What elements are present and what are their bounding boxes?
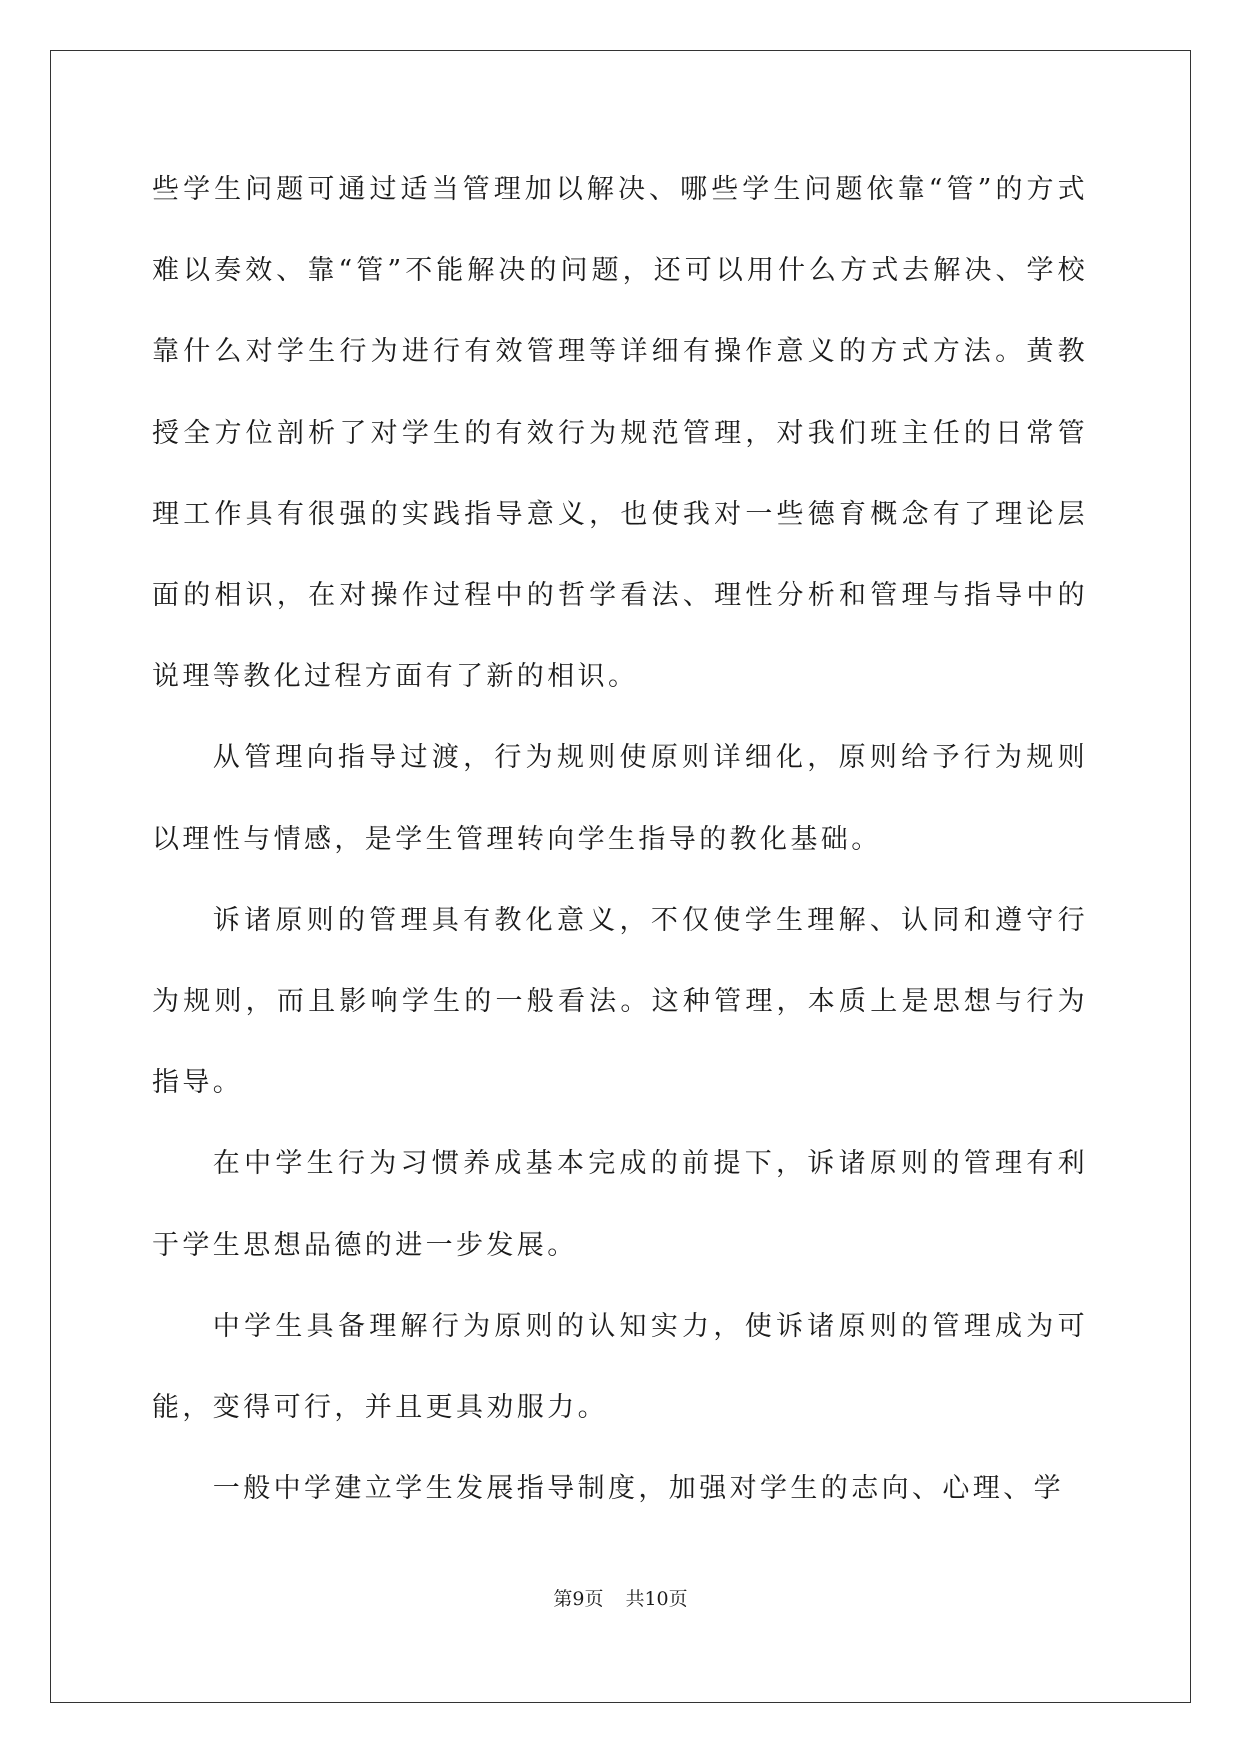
paragraph-4: 在中学生行为习惯养成基本完成的前提下，诉诸原则的管理有利于学生思想品德的进一步发展。 (152, 1148, 1088, 1261)
paragraph-5: 中学生具备理解行为原则的认知实力，使诉诸原则的管理成为可能，变得可行，并且更具劝服力。 (152, 1310, 1088, 1424)
page-footer (0, 1587, 1241, 1611)
paragraph-2: 从管理向指导过渡，行为规则使原则详细化，原则给予行为规则以理性与情感，是学生管理转向学生指导的教化基础。 (152, 742, 1088, 855)
paragraph-1: 些学生问题可通过适当管理加以解决、哪些学生问题依靠“管”的方式难以奏效、靠“管”不能解决的问题，还可以用什么方式去解决、学校靠什么对学生行为进行有效管理等详细有操作意义的方式方法。黄教授全方位剖析了对学生的有效行为规范管理，对我们班主任的日常管理工作具有很强的实践指导意义，也使我对一些德育概念有了理论层面的相识，在对操作过程中的哲学看法、理性分析和管理与指导中的说理等教化过程方面有了新的相识。 (152, 174, 1088, 693)
total-page-count: 共10页 (625, 1588, 688, 1610)
document-body (152, 149, 1088, 1529)
current-page-number: 第9页 (553, 1588, 604, 1610)
paragraph-3: 诉诸原则的管理具有教化意义，不仅使学生理解、认同和遵守行为规则，而且影响学生的一般看法。这种管理，本质上是思想与行为指导。 (152, 904, 1088, 1099)
paragraph-6: 一般中学建立学生发展指导制度，加强对学生的志向、心理、学 (212, 1473, 1064, 1505)
